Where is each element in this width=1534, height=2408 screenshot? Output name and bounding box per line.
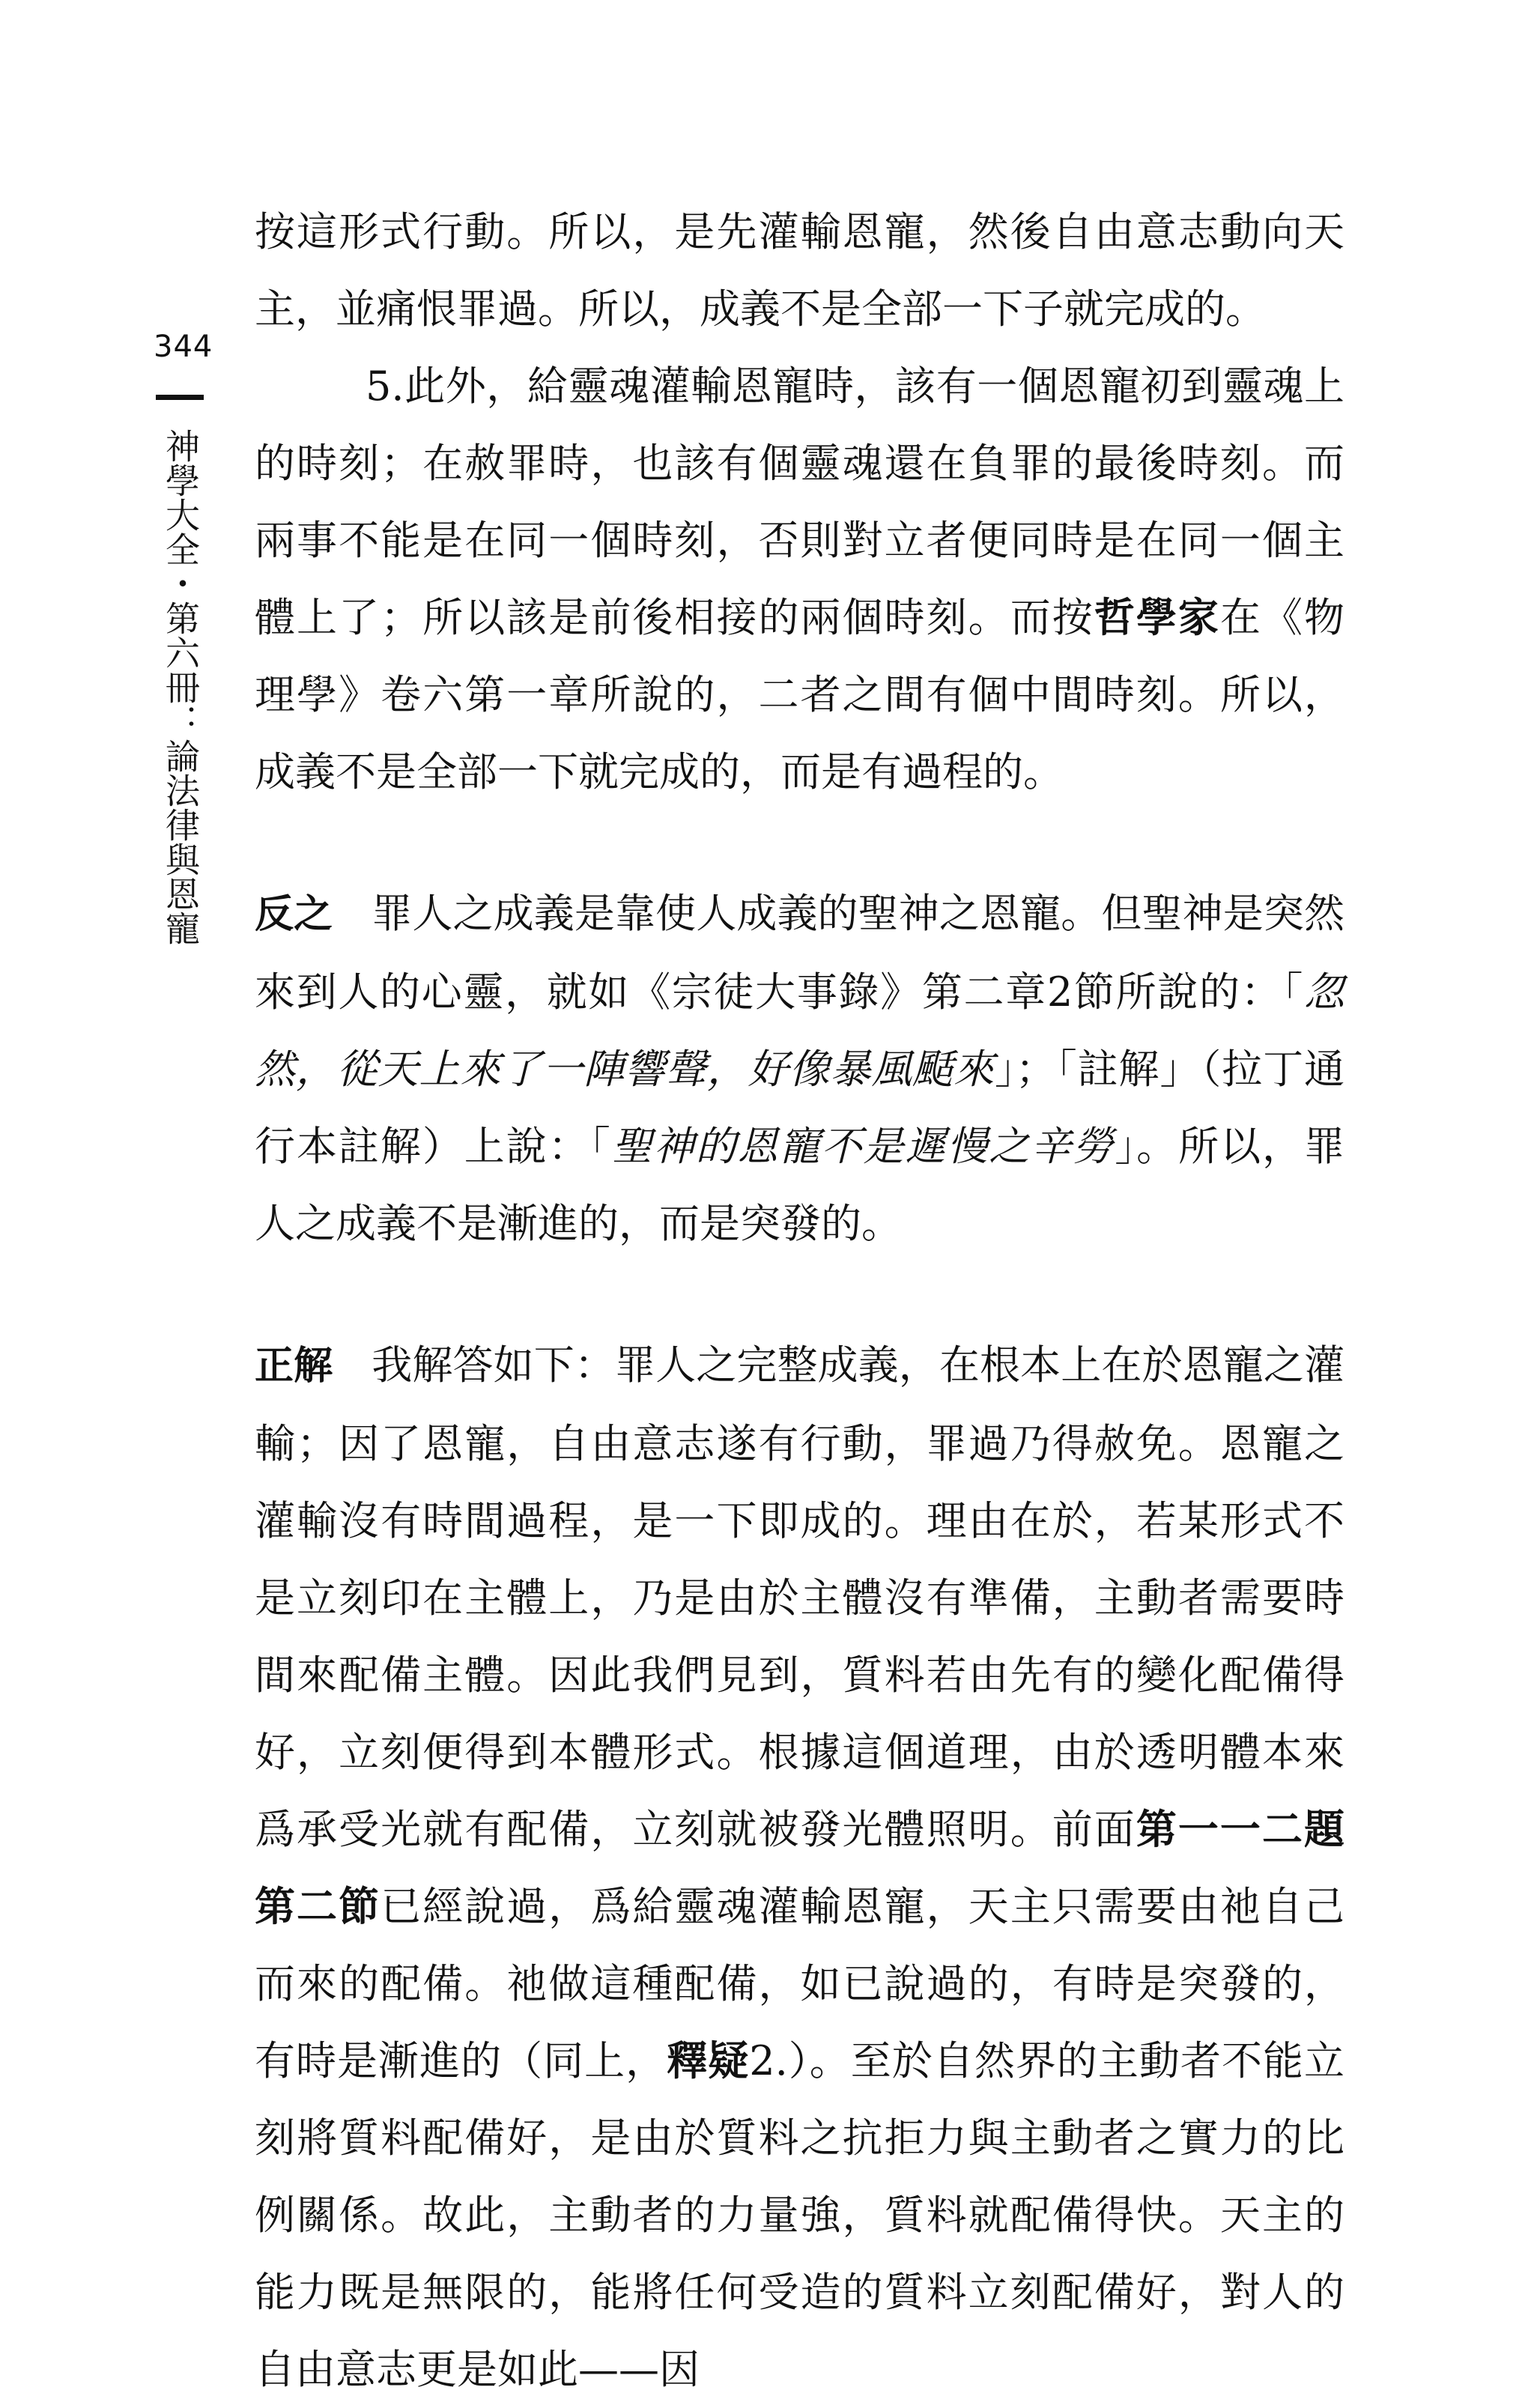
section-2-text-b: 」；「註解」（拉丁通行本註解）上說：「 (255, 1046, 1344, 1170)
paragraph-2-text-b: 在《物理學》卷六第一章所說的，二者之間有個中間時刻。所以，成義不是全部一下就完成的，而是有過程的。 (255, 594, 1345, 795)
margin-rule (156, 395, 204, 400)
paragraph-1-text: 按這形式行動。所以，是先灌輸恩寵，然後自由意志動向天主，並痛恨罪過。所以，成義不是全部一下子就完成的。 (255, 208, 1344, 333)
section-answer (255, 1326, 1344, 2408)
paragraph-2 (255, 348, 1344, 810)
paragraph-2-text-a: 5.此外，給靈魂灌輸恩寵時，該有一個恩寵初到靈魂上的時刻；在赦罪時，也該有個靈魂還在負罪的最後時刻。而兩事不能是在同一個時刻，否則對立者便同時是在同一個主體上了；所以該是前後相接的兩個時刻。而按 (255, 363, 1344, 641)
section-on-the-contrary (255, 875, 1344, 1262)
running-title: 神學大全・第六冊：論法律與恩寵 (160, 428, 201, 945)
quotation-acts: 忽然，從天上來了一陣響聲，好像暴風颳來 (255, 968, 1344, 1093)
section-3-text-b: 已經說過，爲給靈魂灌輸恩寵，天主只需要由祂自己而來的配備。祂做這種配備，如已說過的，有時是突發的，有時是漸進的（同上， (255, 1883, 1345, 2084)
quotation-gloss: 聖神的恩寵不是遲慢之辛勞 (611, 1123, 1115, 1170)
section-2-text-a: 罪人之成義是靠使人成義的聖神之恩寵。但聖神是突然來到人的心靈，就如《宗徒大事錄》第二章2節所說的：「 (255, 890, 1344, 1016)
body-text (255, 193, 1344, 2408)
section-3-text-c: 2.）。至於自然界的主動者不能立刻將質料配備好，是由於質料之抗拒力與主動者之實力的比例關係。故此，主動者的力量強，質料就配備得快。天主的能力既是無限的，能將任何受造的質料立刻配備好，對人的自由意志更是如此——因 (255, 2037, 1345, 2393)
section-2-text-c: 」。所以，罪人之成義不是漸進的，而是突發的。 (255, 1123, 1345, 1247)
section-3-text-a: 我解答如下：罪人之完整成義，在根本上在於恩寵之灌輸；因了恩寵，自由意志遂有行動，罪過乃得赦免。恩寵之灌輸沒有時間過程，是一下即成的。理由在於，若某形式不是立刻印在主體上，乃是由於主體沒有準備，主動者需要時間來配備主體。因此我們見到，質料若由先有的變化配備得好，立刻便得到本體形式。根據這個道理，由於透明體本來爲承受光就有配備，立刻就被發光體照明。前面 (255, 1341, 1344, 1853)
bold-reference-reply: 釋疑 (667, 2037, 750, 2084)
page-number: 344 (154, 330, 213, 364)
paragraph-1 (255, 193, 1344, 348)
bold-reference-question: 第一一二題第二節 (255, 1806, 1345, 1930)
bold-reference-philosopher: 哲學家 (1094, 594, 1220, 641)
section-heading-answer: 正解 (255, 1344, 333, 1389)
section-heading-on-the-contrary: 反之 (255, 892, 333, 937)
